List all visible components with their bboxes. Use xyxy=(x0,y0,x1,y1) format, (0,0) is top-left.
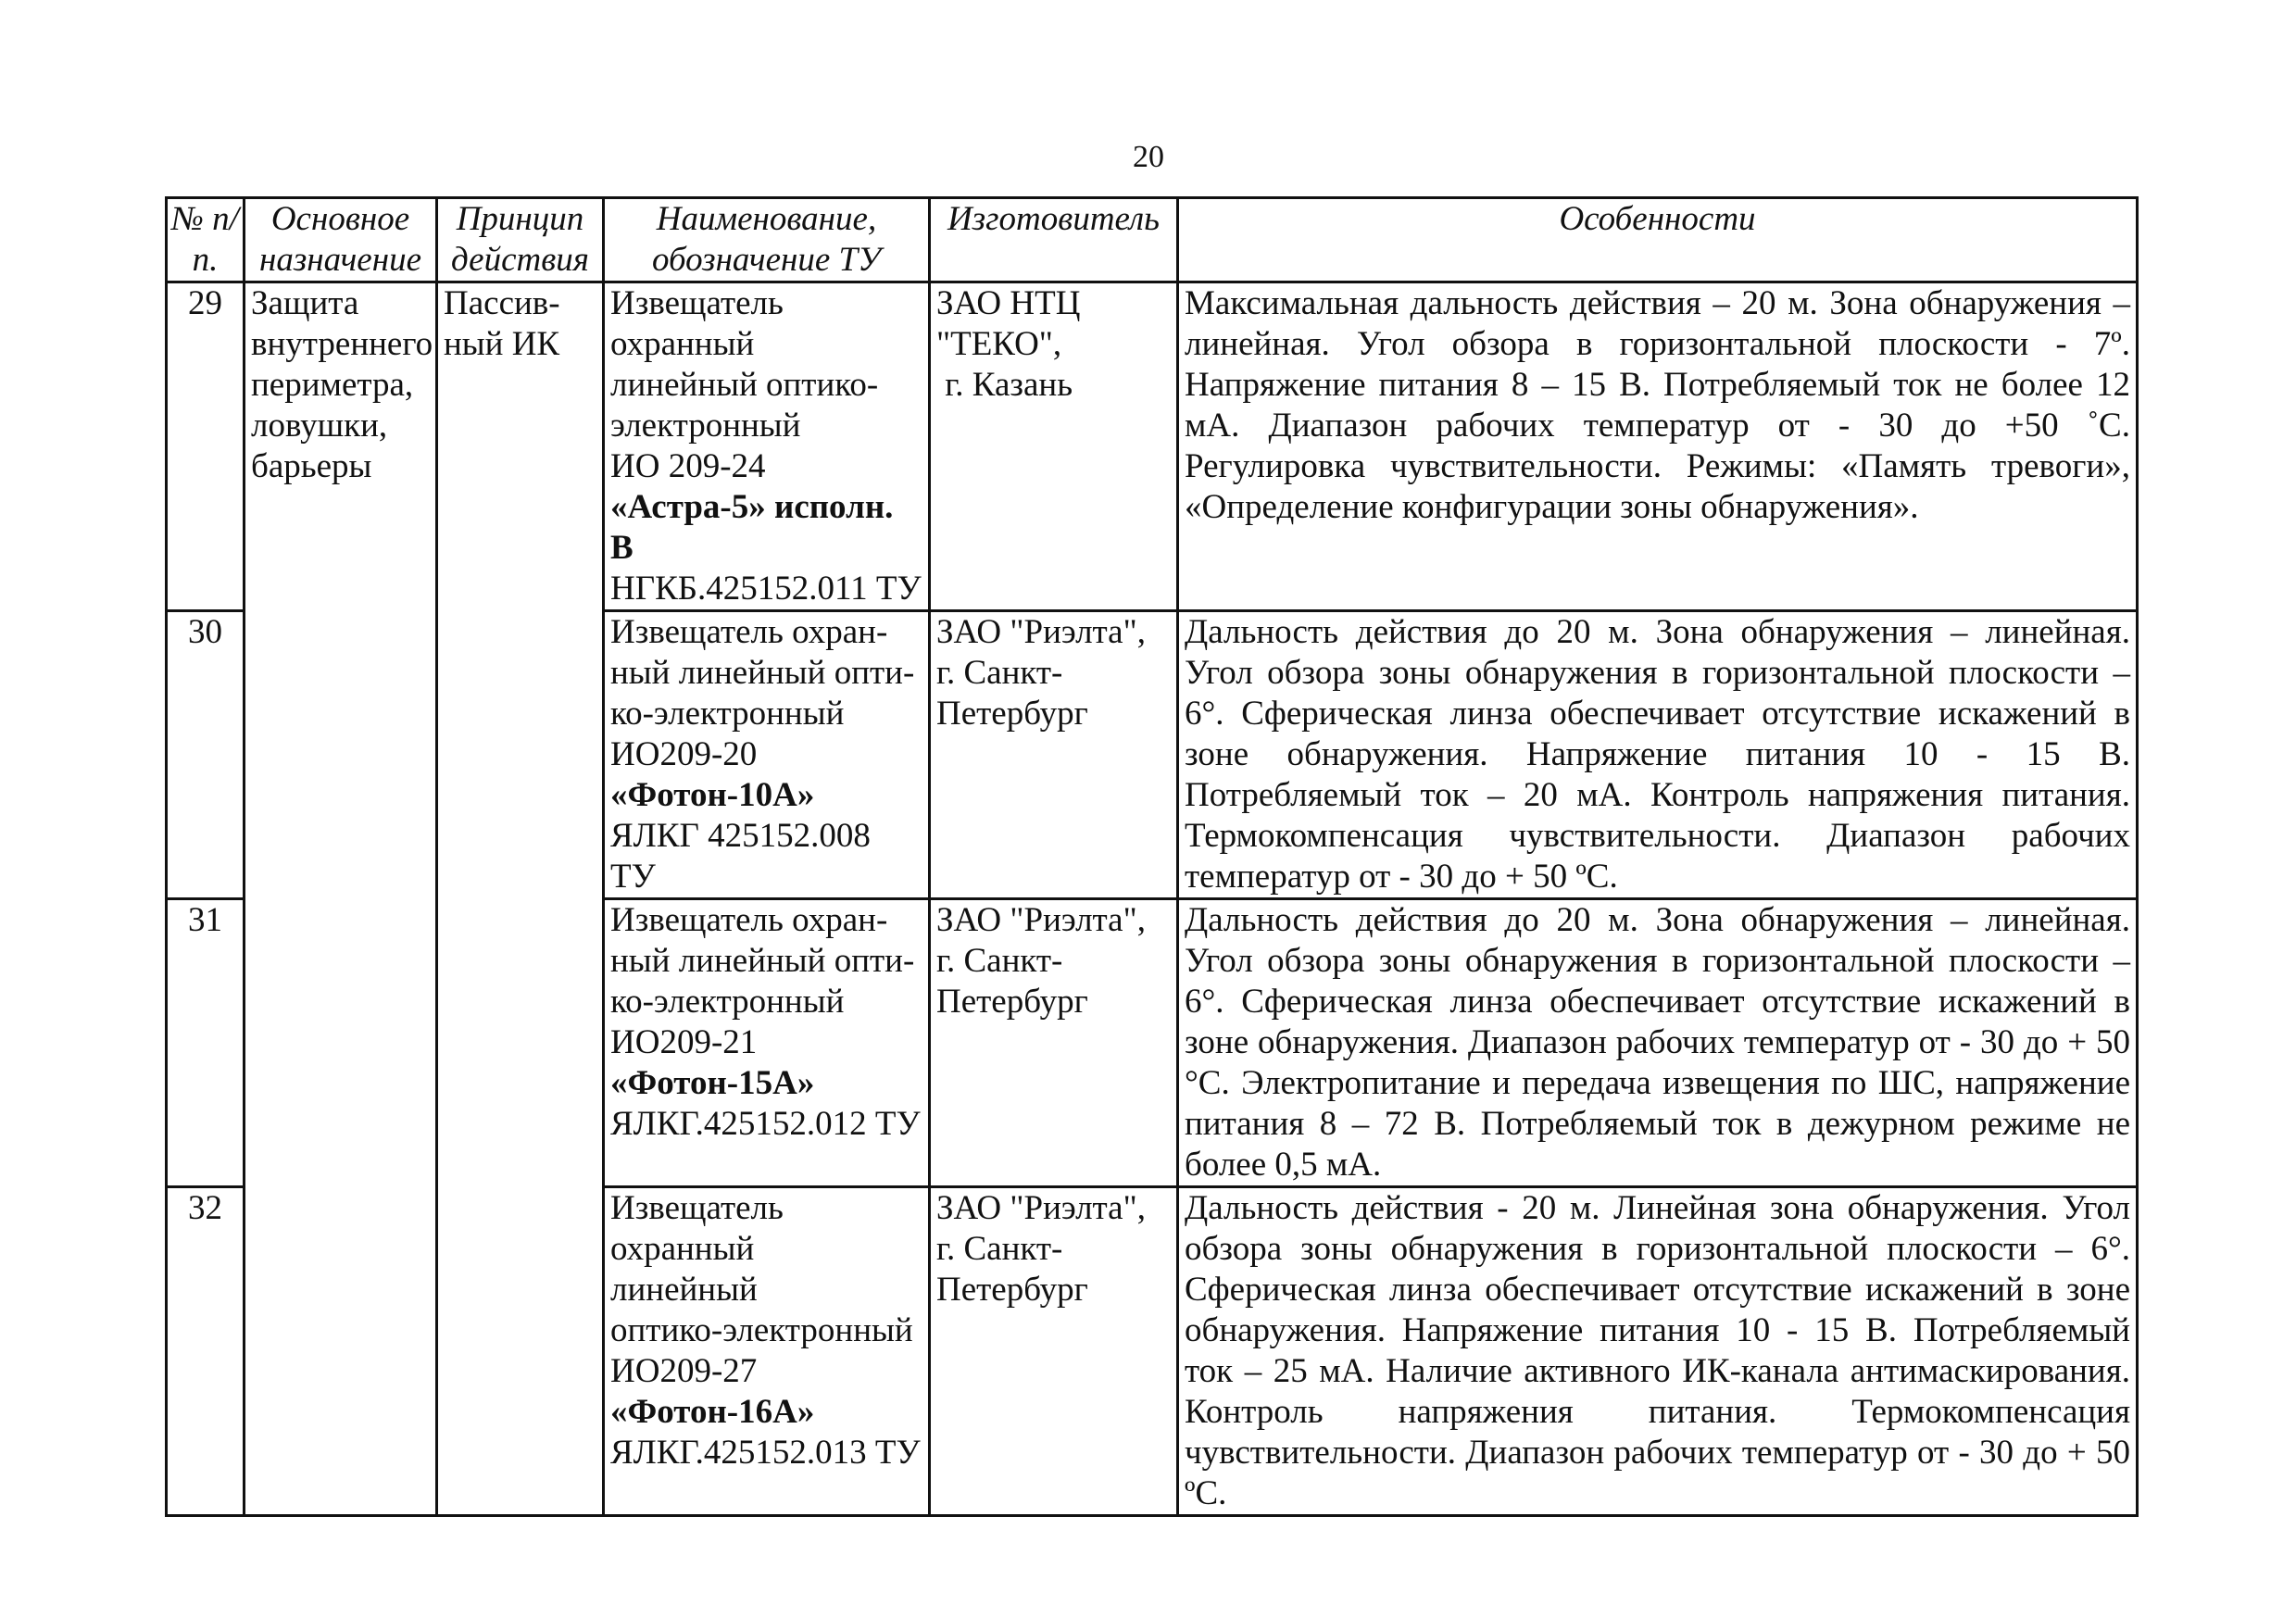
model-name: «Фотон-16А» xyxy=(610,1393,815,1431)
name-line: ИО209-20 xyxy=(610,735,758,773)
name-line: линейный xyxy=(610,1271,758,1309)
name-line: Извещатель охран- xyxy=(610,901,888,939)
name-line: Извещатель охран- xyxy=(610,613,888,651)
name-cell xyxy=(604,282,930,611)
header-principle: Принцип действия xyxy=(437,198,604,282)
row-number: 32 xyxy=(167,1187,245,1516)
page-number: 20 xyxy=(1133,140,1164,174)
principle-cell xyxy=(437,282,604,1516)
tu-designation: ЯЛКГ.425152.012 ТУ xyxy=(610,1105,921,1143)
table-row xyxy=(167,282,2138,611)
name-line: ко-электронный xyxy=(610,695,845,733)
header-maker: Изготовитель xyxy=(930,198,1178,282)
maker-cell xyxy=(930,282,1178,611)
purpose-line: периметра, xyxy=(251,366,414,404)
name-line: ный линейный опти- xyxy=(610,942,915,980)
tu-designation: НГКБ.425152.011 ТУ xyxy=(610,570,922,608)
header-num: № п/п. xyxy=(167,198,245,282)
name-cell xyxy=(604,899,930,1187)
features-cell: Дальность действия - 20 м. Линейная зона обнаружения. Угол обзора зоны обнаружения в горизонтальной плоскости – 6°. Сферическая линза обеспечивает отсутствие искажений в зоне обнаружения. Напряжение питания 10 - 15 В. Потребляемый ток – 25 мА. Наличие активного ИК-канала антимаскирования. Контроль напряжения питания. Термокомпенсация чувствительности. Диапазон рабочих температур от - 30 до + 50 ºС. xyxy=(1178,1187,2138,1516)
maker-line: г. Казань xyxy=(936,366,1073,404)
purpose-line: ловушки, xyxy=(251,407,388,445)
maker-line: Петербург xyxy=(936,983,1088,1021)
model-name: «Астра-5» исполн. В xyxy=(610,488,894,567)
name-line: электронный xyxy=(610,407,801,445)
principle-line: ный ИК xyxy=(444,325,560,363)
features-cell: Дальность действия до 20 м. Зона обнаружения – линейная. Угол обзора зоны обнаружения в горизонтальной плоскости – 6°. Сферическая линза обеспечивает отсутствие искажений в зоне обнаружения. Напряжение питания 10 - 15 В. Потребляемый ток – 20 мА. Контроль напряжения питания. Термокомпенсация чувствительности. Диапазон рабочих температур от - 30 до + 50 ºС. xyxy=(1178,611,2138,899)
purpose-cell xyxy=(245,282,437,1516)
maker-line: ЗАО НТЦ xyxy=(936,284,1081,322)
maker-line: Петербург xyxy=(936,695,1088,733)
tu-designation: ЯЛКГ.425152.013 ТУ xyxy=(610,1434,921,1472)
row-number: 30 xyxy=(167,611,245,899)
tu-designation: ЯЛКГ 425152.008 ТУ xyxy=(610,817,871,896)
features-cell: Дальность действия до 20 м. Зона обнаружения – линейная. Угол обзора зоны обнаружения в горизонтальной плоскости – 6°. Сферическая линза обеспечивает отсутствие искажений в зоне обнаружения. Диапазон рабочих температур от - 30 до + 50 °С. Электропитание и передача извещения по ШС, напряжение питания 8 – 72 В. Потребляемый ток в дежурном режиме не более 0,5 мА. xyxy=(1178,899,2138,1187)
maker-line: ЗАО "Риэлта", xyxy=(936,901,1146,939)
header-features: Особенности xyxy=(1178,198,2138,282)
maker-line: г. Санкт- xyxy=(936,654,1063,692)
purpose-line: Защита xyxy=(251,284,359,322)
maker-line: "ТЕКО", xyxy=(936,325,1062,363)
name-cell xyxy=(604,1187,930,1516)
header-row xyxy=(167,198,2138,282)
features-cell: Максимальная дальность действия – 20 м. Зона обнаружения – линейная. Угол обзора в горизонтальной плоскости - 7º. Напряжение питания 8 – 15 В. Потребляемый ток не более 12 мА. Диапазон рабочих температур от - 30 до +50 ˚С. Регулировка чувствительности. Режимы: «Память тревоги», «Определение конфигурации зоны обнаружения». xyxy=(1178,282,2138,611)
purpose-line: внутреннего xyxy=(251,325,433,363)
maker-line: ЗАО "Риэлта", xyxy=(936,1189,1146,1227)
maker-line: ЗАО "Риэлта", xyxy=(936,613,1146,651)
model-name: «Фотон-15А» xyxy=(610,1064,815,1102)
maker-cell xyxy=(930,899,1178,1187)
principle-line: Пассив- xyxy=(444,284,560,322)
name-line: ИО209-21 xyxy=(610,1023,758,1061)
maker-line: г. Санкт- xyxy=(936,942,1063,980)
purpose-line: барьеры xyxy=(251,447,372,485)
maker-cell xyxy=(930,1187,1178,1516)
header-name: Наименование, обозначение ТУ xyxy=(604,198,930,282)
maker-line: Петербург xyxy=(936,1271,1088,1309)
header-purpose: Основное назначение xyxy=(245,198,437,282)
row-number: 29 xyxy=(167,282,245,611)
maker-cell xyxy=(930,611,1178,899)
name-line: Извещатель охранный xyxy=(610,284,784,363)
maker-line: г. Санкт- xyxy=(936,1230,1063,1268)
name-line: ИО209-27 xyxy=(610,1352,758,1390)
detectors-table xyxy=(165,196,2139,1517)
row-number: 31 xyxy=(167,899,245,1187)
name-line: ный линейный опти- xyxy=(610,654,915,692)
name-cell xyxy=(604,611,930,899)
model-name: «Фотон-10А» xyxy=(610,776,815,814)
name-line: ИО 209-24 xyxy=(610,447,766,485)
name-line: Извещатель охранный xyxy=(610,1189,784,1268)
name-line: оптико-электронный xyxy=(610,1311,913,1349)
name-line: ко-электронный xyxy=(610,983,845,1021)
name-line: линейный оптико- xyxy=(610,366,879,404)
